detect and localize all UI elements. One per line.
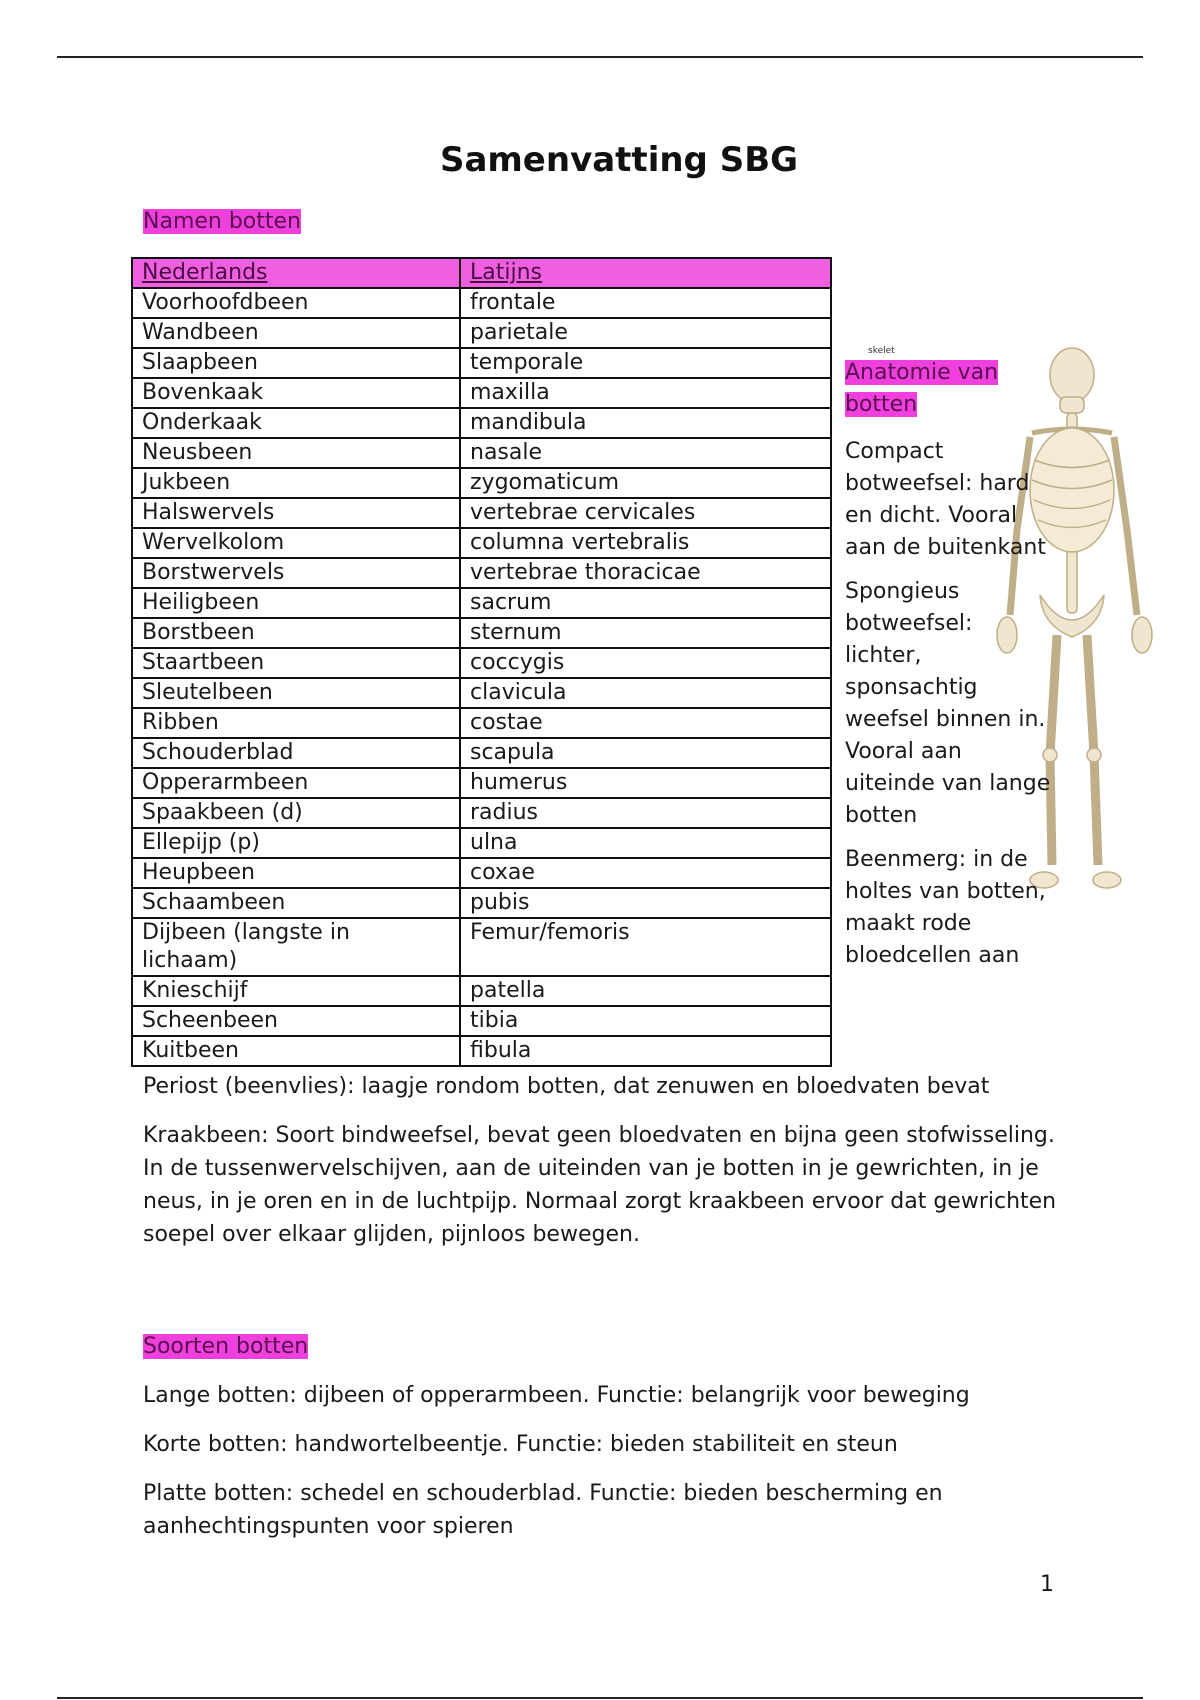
- table-row: [132, 618, 831, 648]
- top-rule: [57, 56, 1143, 58]
- table-row: [132, 318, 831, 348]
- anatomie-paragraph-spongieus: Spongieus botweefsel: lichter, sponsachtig weefsel binnen in. Vooral aan uiteinde van lange botten: [845, 579, 1051, 828]
- table-row: [132, 438, 831, 468]
- cell-latijns: humerus: [460, 768, 831, 798]
- cell-nederlands: Spaakbeen (d): [132, 798, 460, 828]
- cell-latijns: ulna: [460, 828, 831, 858]
- cell-nederlands: Neusbeen: [132, 438, 460, 468]
- cell-latijns: parietale: [460, 318, 831, 348]
- page-title: Samenvatting SBG: [439, 140, 799, 180]
- table-row: [132, 348, 831, 378]
- table-row: [132, 378, 831, 408]
- cell-latijns: scapula: [460, 738, 831, 768]
- section-heading-anatomie: [845, 357, 1025, 421]
- paragraph-platte-botten: Platte botten: schedel en schouderblad. Functie: bieden bescherming en aanhechtingspunten voor spieren: [143, 1481, 943, 1539]
- table-row: [132, 468, 831, 498]
- header-nederlands: Nederlands: [132, 258, 460, 288]
- table-row: [132, 828, 831, 858]
- cell-latijns: radius: [460, 798, 831, 828]
- cell-nederlands: Sleutelbeen: [132, 678, 460, 708]
- cell-latijns: clavicula: [460, 678, 831, 708]
- cell-nederlands: Heiligbeen: [132, 588, 460, 618]
- cell-nederlands: Ribben: [132, 708, 460, 738]
- cell-nederlands: Wervelkolom: [132, 528, 460, 558]
- table-row: [132, 858, 831, 888]
- cell-latijns: vertebrae thoracicae: [460, 558, 831, 588]
- section-heading-namen: [143, 208, 301, 236]
- cell-nederlands: Borstwervels: [132, 558, 460, 588]
- paragraph-lange-botten: Lange botten: dijbeen of opperarmbeen. Functie: belangrijk voor beweging: [143, 1383, 970, 1408]
- table-row: [132, 1006, 831, 1036]
- anatomie-paragraph-beenmerg: Beenmerg: in de holtes van botten, maakt rode bloedcellen aan: [845, 847, 1046, 968]
- cell-latijns: pubis: [460, 888, 831, 918]
- table-header-row: [132, 258, 831, 288]
- cell-nederlands: Borstbeen: [132, 618, 460, 648]
- cell-nederlands: Kuitbeen: [132, 1036, 460, 1066]
- paragraph-korte-botten: Korte botten: handwortelbeentje. Functie: bieden stabiliteit en steun: [143, 1432, 898, 1457]
- anatomie-text: [845, 436, 1055, 984]
- table-row: [132, 708, 831, 738]
- section-heading-soorten-label: Soorten botten: [143, 1334, 309, 1359]
- cell-latijns: mandibula: [460, 408, 831, 438]
- anatomie-paragraph-compact: Compact botweefsel: hard en dicht. Vooral aan de buitenkant: [845, 439, 1046, 560]
- figure-label: skelet: [868, 346, 895, 356]
- cell-nederlands: Knieschijf: [132, 976, 460, 1006]
- header-latijns: Latijns: [460, 258, 831, 288]
- cell-nederlands: Dijbeen (langste in lichaam): [132, 918, 460, 976]
- section-heading-soorten: [143, 1333, 308, 1361]
- cell-latijns: coccygis: [460, 648, 831, 678]
- cell-latijns: zygomaticum: [460, 468, 831, 498]
- bones-table-body: [132, 288, 831, 1066]
- cell-nederlands: Ellepijp (p): [132, 828, 460, 858]
- cell-latijns: frontale: [460, 288, 831, 318]
- table-row: [132, 738, 831, 768]
- cell-latijns: costae: [460, 708, 831, 738]
- cell-nederlands: Onderkaak: [132, 408, 460, 438]
- cell-latijns: Femur/femoris: [460, 918, 831, 976]
- paragraph-kraakbeen: Kraakbeen: Soort bindweefsel, bevat geen bloedvaten en bijna geen stofwisseling. In de tussenwervelschijven, aan de uiteinden van je botten in je gewrichten, in je neus, in je oren en in de luchtpijp. Normaal zorgt kraakbeen ervoor dat gewrichten soepel over elkaar glijden, pijnloos bewegen.: [143, 1123, 1057, 1247]
- cell-latijns: tibia: [460, 1006, 831, 1036]
- cell-latijns: vertebrae cervicales: [460, 498, 831, 528]
- cell-nederlands: Halswervels: [132, 498, 460, 528]
- table-row: [132, 288, 831, 318]
- soorten-paragraphs: [143, 1379, 1073, 1559]
- table-row: [132, 1036, 831, 1066]
- section-heading-anatomie-label: Anatomie van botten: [845, 360, 999, 417]
- table-row: [132, 558, 831, 588]
- body-paragraphs: [143, 1070, 1073, 1267]
- table-row: [132, 918, 831, 976]
- cell-nederlands: Slaapbeen: [132, 348, 460, 378]
- cell-latijns: patella: [460, 976, 831, 1006]
- cell-nederlands: Voorhoofdbeen: [132, 288, 460, 318]
- cell-latijns: sacrum: [460, 588, 831, 618]
- table-row: [132, 768, 831, 798]
- cell-latijns: maxilla: [460, 378, 831, 408]
- table-row: [132, 888, 831, 918]
- table-row: [132, 648, 831, 678]
- bottom-rule: [57, 1697, 1143, 1699]
- table-row: [132, 798, 831, 828]
- cell-latijns: fibula: [460, 1036, 831, 1066]
- cell-latijns: columna vertebralis: [460, 528, 831, 558]
- cell-nederlands: Scheenbeen: [132, 1006, 460, 1036]
- cell-nederlands: Bovenkaak: [132, 378, 460, 408]
- table-row: [132, 408, 831, 438]
- cell-latijns: coxae: [460, 858, 831, 888]
- cell-nederlands: Opperarmbeen: [132, 768, 460, 798]
- cell-nederlands: Schouderblad: [132, 738, 460, 768]
- cell-latijns: sternum: [460, 618, 831, 648]
- cell-nederlands: Schaambeen: [132, 888, 460, 918]
- table-row: [132, 976, 831, 1006]
- table-row: [132, 678, 831, 708]
- table-row: [132, 588, 831, 618]
- bones-table: [131, 257, 832, 1067]
- paragraph-periost: Periost (beenvlies): laagje rondom botten, dat zenuwen en bloedvaten bevat: [143, 1074, 990, 1099]
- table-row: [132, 498, 831, 528]
- section-heading-namen-label: Namen botten: [143, 209, 301, 234]
- cell-latijns: nasale: [460, 438, 831, 468]
- table-row: [132, 528, 831, 558]
- page-number: 1: [1040, 1572, 1054, 1597]
- cell-latijns: temporale: [460, 348, 831, 378]
- cell-nederlands: Jukbeen: [132, 468, 460, 498]
- cell-nederlands: Wandbeen: [132, 318, 460, 348]
- cell-nederlands: Heupbeen: [132, 858, 460, 888]
- cell-nederlands: Staartbeen: [132, 648, 460, 678]
